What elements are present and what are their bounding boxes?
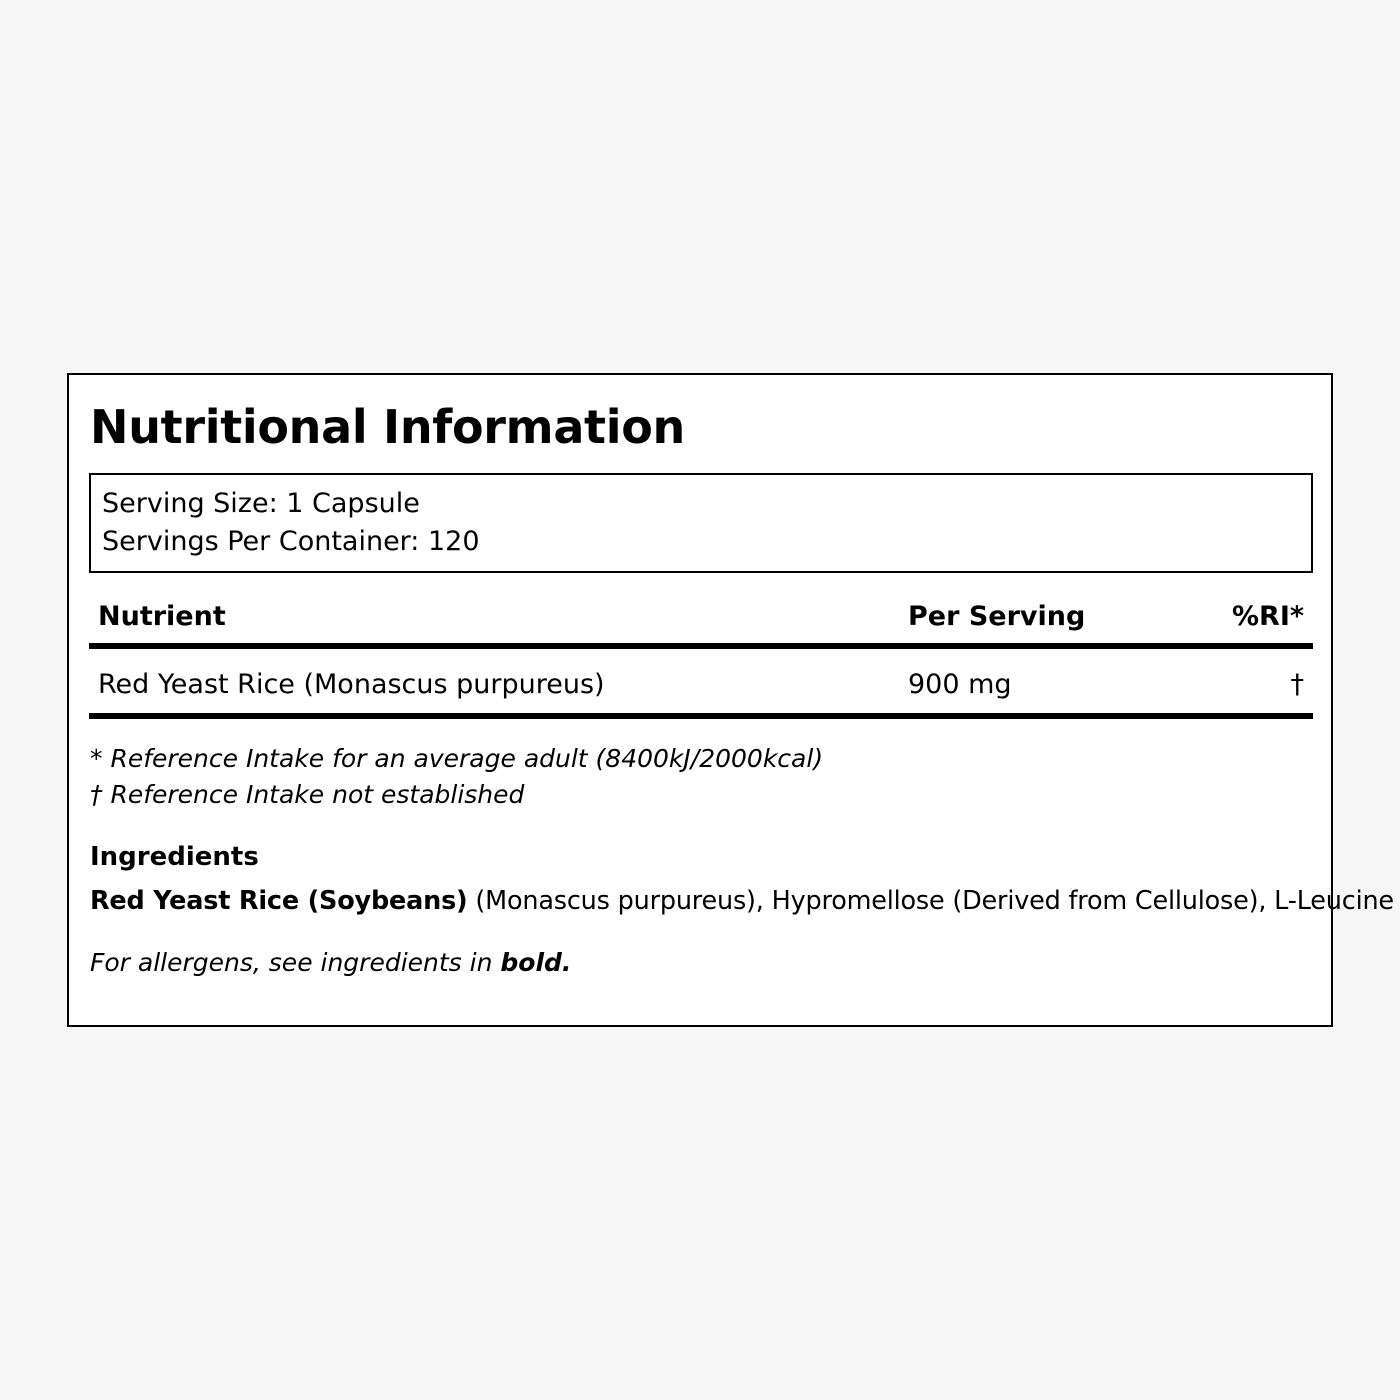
servings-per-container: Servings Per Container: 120 (102, 526, 480, 557)
ingredients-heading: Ingredients (90, 842, 259, 872)
table-header-row (89, 597, 1313, 649)
ingredients-list (90, 883, 1394, 919)
allergen-note-text: For allergens, see ingredients in (90, 948, 501, 977)
nutrient-table (89, 597, 1313, 719)
nutrient-per-serving: 900 mg (908, 669, 1012, 700)
ingredient-rest: (Monascus purpureus), Hypromellose (Derived from Cellulose), L-Leucine (467, 886, 1394, 916)
allergen-note (90, 945, 571, 981)
header-ri: %RI* (1231, 601, 1304, 632)
table-row (89, 649, 1313, 719)
reference-note-dagger: † Reference Intake not established (90, 780, 525, 809)
nutrition-label-panel (67, 373, 1394, 1027)
reference-note-asterisk: * Reference Intake for an average adult (8400kJ/2000kcal) (90, 744, 824, 773)
reference-notes (90, 741, 823, 813)
header-nutrient: Nutrient (98, 601, 226, 632)
nutrient-ri: † (1290, 669, 1304, 700)
header-per-serving: Per Serving (908, 601, 1086, 632)
allergen-note-bold: bold. (500, 948, 572, 977)
nutrient-name: Red Yeast Rice (Monascus purpureus) (98, 669, 605, 700)
serving-size: Serving Size: 1 Capsule (102, 488, 420, 519)
label-title: Nutritional Information (90, 400, 685, 454)
serving-info-box (89, 473, 1313, 573)
ingredient-allergen: Red Yeast Rice (Soybeans) (90, 886, 468, 916)
